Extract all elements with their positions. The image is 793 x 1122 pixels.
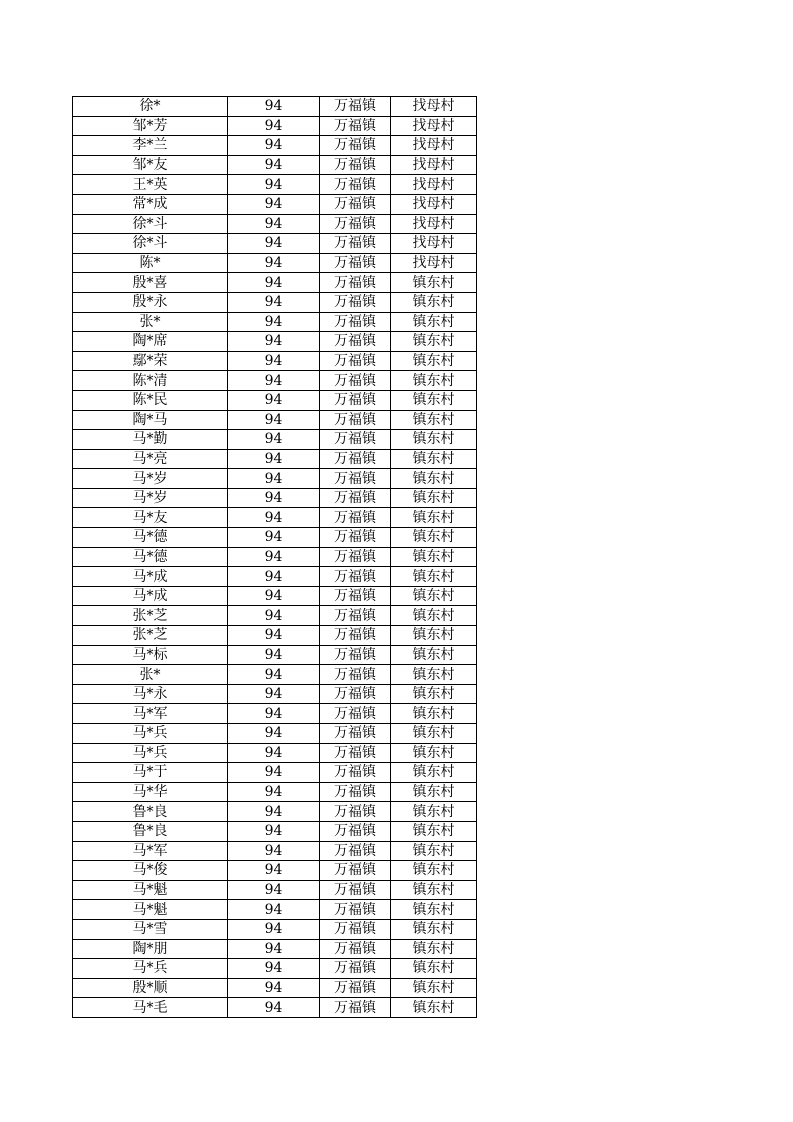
table-row: [73, 626, 477, 646]
town-cell: 万福镇: [320, 155, 391, 175]
village-cell: 镇东村: [391, 312, 477, 332]
village-cell: 镇东村: [391, 919, 477, 939]
village-cell: 镇东村: [391, 586, 477, 606]
age-cell: 94: [228, 998, 320, 1018]
town-cell: 万福镇: [320, 645, 391, 665]
name-cell: 马*魁: [73, 880, 228, 900]
town-cell: 万福镇: [320, 763, 391, 783]
village-cell: 镇东村: [391, 743, 477, 763]
name-cell: 马*岁: [73, 488, 228, 508]
town-cell: 万福镇: [320, 998, 391, 1018]
town-cell: 万福镇: [320, 743, 391, 763]
table-row: [73, 194, 477, 214]
age-cell: 94: [228, 861, 320, 881]
name-cell: 邹*友: [73, 155, 228, 175]
town-cell: 万福镇: [320, 449, 391, 469]
name-cell: 马*亮: [73, 449, 228, 469]
table-row: [73, 684, 477, 704]
town-cell: 万福镇: [320, 136, 391, 156]
name-cell: 马*德: [73, 547, 228, 567]
table-row: [73, 136, 477, 156]
name-cell: 马*岁: [73, 469, 228, 489]
table-row: [73, 900, 477, 920]
table-row: [73, 253, 477, 273]
age-cell: 94: [228, 684, 320, 704]
age-cell: 94: [228, 136, 320, 156]
table-row: [73, 508, 477, 528]
town-cell: 万福镇: [320, 528, 391, 548]
village-cell: 镇东村: [391, 273, 477, 293]
name-cell: 马*于: [73, 763, 228, 783]
name-cell: 殷*永: [73, 292, 228, 312]
name-cell: 常*成: [73, 194, 228, 214]
town-cell: 万福镇: [320, 351, 391, 371]
town-cell: 万福镇: [320, 665, 391, 685]
table-body: [73, 97, 477, 1018]
village-cell: 镇东村: [391, 488, 477, 508]
table-row: [73, 312, 477, 332]
village-cell: 找母村: [391, 136, 477, 156]
village-cell: 镇东村: [391, 880, 477, 900]
age-cell: 94: [228, 449, 320, 469]
table-row: [73, 469, 477, 489]
table-row: [73, 665, 477, 685]
age-cell: 94: [228, 234, 320, 254]
record-table: [72, 96, 477, 1018]
name-cell: 鲁*良: [73, 821, 228, 841]
table-row: [73, 430, 477, 450]
town-cell: 万福镇: [320, 978, 391, 998]
village-cell: 镇东村: [391, 802, 477, 822]
table-row: [73, 841, 477, 861]
name-cell: 马*兵: [73, 743, 228, 763]
name-cell: 李*兰: [73, 136, 228, 156]
town-cell: 万福镇: [320, 802, 391, 822]
table-row: [73, 743, 477, 763]
age-cell: 94: [228, 273, 320, 293]
name-cell: 马*华: [73, 782, 228, 802]
village-cell: 找母村: [391, 116, 477, 136]
age-cell: 94: [228, 351, 320, 371]
town-cell: 万福镇: [320, 332, 391, 352]
village-cell: 镇东村: [391, 449, 477, 469]
village-cell: 镇东村: [391, 547, 477, 567]
town-cell: 万福镇: [320, 782, 391, 802]
town-cell: 万福镇: [320, 626, 391, 646]
age-cell: 94: [228, 469, 320, 489]
name-cell: 鄢*荣: [73, 351, 228, 371]
table-row: [73, 155, 477, 175]
town-cell: 万福镇: [320, 430, 391, 450]
table-row: [73, 547, 477, 567]
village-cell: 镇东村: [391, 684, 477, 704]
name-cell: 马*成: [73, 586, 228, 606]
table-row: [73, 880, 477, 900]
age-cell: 94: [228, 665, 320, 685]
name-cell: 殷*喜: [73, 273, 228, 293]
table-row: [73, 821, 477, 841]
village-cell: 镇东村: [391, 567, 477, 587]
age-cell: 94: [228, 371, 320, 391]
town-cell: 万福镇: [320, 312, 391, 332]
table-row: [73, 175, 477, 195]
table-row: [73, 704, 477, 724]
name-cell: 张*芝: [73, 606, 228, 626]
name-cell: 张*芝: [73, 626, 228, 646]
age-cell: 94: [228, 430, 320, 450]
age-cell: 94: [228, 939, 320, 959]
age-cell: 94: [228, 586, 320, 606]
name-cell: 马*德: [73, 528, 228, 548]
town-cell: 万福镇: [320, 939, 391, 959]
age-cell: 94: [228, 978, 320, 998]
name-cell: 鲁*良: [73, 802, 228, 822]
town-cell: 万福镇: [320, 116, 391, 136]
village-cell: 镇东村: [391, 508, 477, 528]
name-cell: 陈*: [73, 253, 228, 273]
town-cell: 万福镇: [320, 606, 391, 626]
name-cell: 马*永: [73, 684, 228, 704]
name-cell: 徐*斗: [73, 234, 228, 254]
town-cell: 万福镇: [320, 214, 391, 234]
table-row: [73, 586, 477, 606]
age-cell: 94: [228, 547, 320, 567]
age-cell: 94: [228, 116, 320, 136]
town-cell: 万福镇: [320, 292, 391, 312]
age-cell: 94: [228, 841, 320, 861]
age-cell: 94: [228, 763, 320, 783]
name-cell: 马*俊: [73, 861, 228, 881]
table-row: [73, 782, 477, 802]
age-cell: 94: [228, 821, 320, 841]
name-cell: 马*兵: [73, 959, 228, 979]
age-cell: 94: [228, 175, 320, 195]
name-cell: 马*毛: [73, 998, 228, 1018]
town-cell: 万福镇: [320, 841, 391, 861]
village-cell: 找母村: [391, 214, 477, 234]
table-row: [73, 332, 477, 352]
town-cell: 万福镇: [320, 704, 391, 724]
village-cell: 镇东村: [391, 763, 477, 783]
village-cell: 找母村: [391, 97, 477, 117]
name-cell: 马*魁: [73, 900, 228, 920]
age-cell: 94: [228, 743, 320, 763]
table-row: [73, 939, 477, 959]
age-cell: 94: [228, 508, 320, 528]
age-cell: 94: [228, 959, 320, 979]
age-cell: 94: [228, 312, 320, 332]
town-cell: 万福镇: [320, 900, 391, 920]
village-cell: 镇东村: [391, 626, 477, 646]
age-cell: 94: [228, 919, 320, 939]
table-row: [73, 410, 477, 430]
age-cell: 94: [228, 567, 320, 587]
table-row: [73, 488, 477, 508]
town-cell: 万福镇: [320, 488, 391, 508]
village-cell: 镇东村: [391, 959, 477, 979]
table-row: [73, 273, 477, 293]
village-cell: 找母村: [391, 155, 477, 175]
village-cell: 镇东村: [391, 351, 477, 371]
age-cell: 94: [228, 214, 320, 234]
name-cell: 马*友: [73, 508, 228, 528]
age-cell: 94: [228, 704, 320, 724]
town-cell: 万福镇: [320, 469, 391, 489]
age-cell: 94: [228, 802, 320, 822]
village-cell: 找母村: [391, 175, 477, 195]
town-cell: 万福镇: [320, 175, 391, 195]
town-cell: 万福镇: [320, 508, 391, 528]
town-cell: 万福镇: [320, 371, 391, 391]
age-cell: 94: [228, 528, 320, 548]
village-cell: 镇东村: [391, 782, 477, 802]
table-row: [73, 998, 477, 1018]
town-cell: 万福镇: [320, 547, 391, 567]
village-cell: 镇东村: [391, 900, 477, 920]
name-cell: 陶*席: [73, 332, 228, 352]
village-cell: 镇东村: [391, 332, 477, 352]
name-cell: 殷*顺: [73, 978, 228, 998]
town-cell: 万福镇: [320, 410, 391, 430]
age-cell: 94: [228, 488, 320, 508]
town-cell: 万福镇: [320, 919, 391, 939]
table-row: [73, 390, 477, 410]
age-cell: 94: [228, 155, 320, 175]
name-cell: 马*标: [73, 645, 228, 665]
town-cell: 万福镇: [320, 684, 391, 704]
town-cell: 万福镇: [320, 724, 391, 744]
town-cell: 万福镇: [320, 567, 391, 587]
village-cell: 镇东村: [391, 606, 477, 626]
table-row: [73, 763, 477, 783]
age-cell: 94: [228, 390, 320, 410]
village-cell: 镇东村: [391, 665, 477, 685]
table-row: [73, 567, 477, 587]
table-row: [73, 214, 477, 234]
town-cell: 万福镇: [320, 97, 391, 117]
name-cell: 陈*民: [73, 390, 228, 410]
age-cell: 94: [228, 292, 320, 312]
table-row: [73, 351, 477, 371]
name-cell: 陶*马: [73, 410, 228, 430]
table-row: [73, 978, 477, 998]
age-cell: 94: [228, 194, 320, 214]
town-cell: 万福镇: [320, 253, 391, 273]
table-row: [73, 645, 477, 665]
age-cell: 94: [228, 900, 320, 920]
table-row: [73, 861, 477, 881]
age-cell: 94: [228, 724, 320, 744]
age-cell: 94: [228, 782, 320, 802]
age-cell: 94: [228, 606, 320, 626]
age-cell: 94: [228, 626, 320, 646]
village-cell: 镇东村: [391, 841, 477, 861]
village-cell: 镇东村: [391, 371, 477, 391]
age-cell: 94: [228, 645, 320, 665]
age-cell: 94: [228, 410, 320, 430]
town-cell: 万福镇: [320, 390, 391, 410]
age-cell: 94: [228, 253, 320, 273]
table-row: [73, 97, 477, 117]
village-cell: 找母村: [391, 234, 477, 254]
name-cell: 徐*: [73, 97, 228, 117]
name-cell: 马*雪: [73, 919, 228, 939]
town-cell: 万福镇: [320, 821, 391, 841]
village-cell: 镇东村: [391, 998, 477, 1018]
village-cell: 镇东村: [391, 978, 477, 998]
table-row: [73, 528, 477, 548]
village-cell: 镇东村: [391, 704, 477, 724]
village-cell: 镇东村: [391, 645, 477, 665]
table-row: [73, 919, 477, 939]
village-cell: 镇东村: [391, 821, 477, 841]
village-cell: 镇东村: [391, 528, 477, 548]
name-cell: 陶*朋: [73, 939, 228, 959]
village-cell: 镇东村: [391, 410, 477, 430]
table-row: [73, 449, 477, 469]
name-cell: 马*兵: [73, 724, 228, 744]
village-cell: 镇东村: [391, 469, 477, 489]
name-cell: 马*勤: [73, 430, 228, 450]
name-cell: 徐*斗: [73, 214, 228, 234]
name-cell: 张*: [73, 312, 228, 332]
town-cell: 万福镇: [320, 586, 391, 606]
town-cell: 万福镇: [320, 273, 391, 293]
table-row: [73, 234, 477, 254]
village-cell: 镇东村: [391, 430, 477, 450]
table-row: [73, 371, 477, 391]
name-cell: 马*军: [73, 841, 228, 861]
town-cell: 万福镇: [320, 880, 391, 900]
table-row: [73, 724, 477, 744]
age-cell: 94: [228, 97, 320, 117]
table-row: [73, 959, 477, 979]
name-cell: 陈*清: [73, 371, 228, 391]
name-cell: 马*军: [73, 704, 228, 724]
table-row: [73, 802, 477, 822]
village-cell: 镇东村: [391, 724, 477, 744]
village-cell: 镇东村: [391, 939, 477, 959]
table-row: [73, 606, 477, 626]
name-cell: 王*英: [73, 175, 228, 195]
town-cell: 万福镇: [320, 959, 391, 979]
village-cell: 找母村: [391, 253, 477, 273]
name-cell: 马*成: [73, 567, 228, 587]
age-cell: 94: [228, 880, 320, 900]
table-row: [73, 116, 477, 136]
town-cell: 万福镇: [320, 194, 391, 214]
town-cell: 万福镇: [320, 861, 391, 881]
table-row: [73, 292, 477, 312]
village-cell: 镇东村: [391, 390, 477, 410]
village-cell: 镇东村: [391, 861, 477, 881]
age-cell: 94: [228, 332, 320, 352]
name-cell: 张*: [73, 665, 228, 685]
village-cell: 找母村: [391, 194, 477, 214]
town-cell: 万福镇: [320, 234, 391, 254]
village-cell: 镇东村: [391, 292, 477, 312]
name-cell: 邹*芳: [73, 116, 228, 136]
